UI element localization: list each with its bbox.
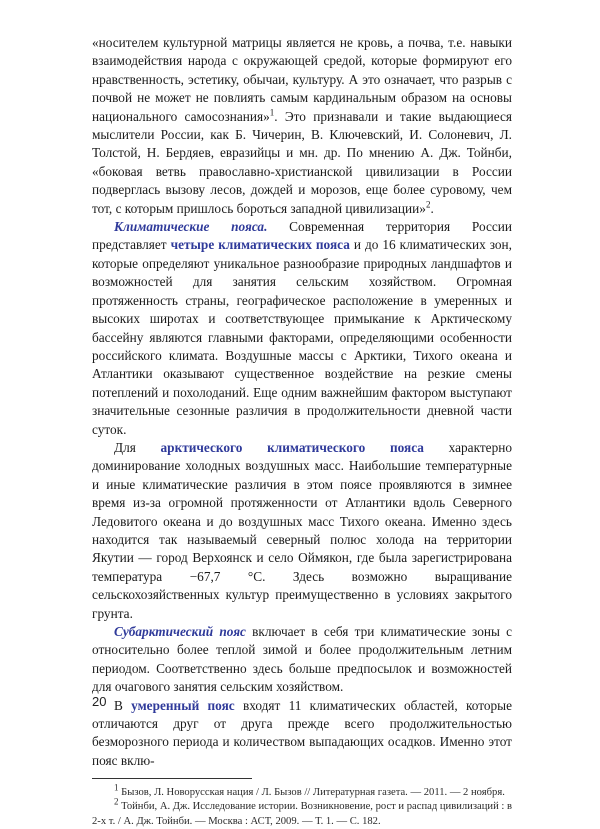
page-body <box>92 34 512 829</box>
section-heading-climate-belts: Климатические пояса. <box>114 219 268 235</box>
footnote-divider <box>92 778 252 779</box>
paragraph-climate-belts: Климатические пояса. Современная территория России представляет четыре климатических пояса и до 16 климатических зон, которые определяют уникальное разнообразие природных ландшафтов и возможностей для занятия сельским хозяйством. Огромная протяженность страны, географическое расположение в умеренных и высоких широтах и соответствующее примыкание к Арктическому бассейну являются главными факторами, определяющими особенности российского климата. Воздушные массы с Арктики, Тихого океана и Атлантики оказывают существенное воздействие на резкие смены потеплений и похолоданий. Еще одним важнейшим фактором выступают значительные сезонные различия в продолжительности дневной части суток. <box>92 219 512 437</box>
paragraph-intro: «носителем культурной матрицы является не кровь, а почва, т.е. навыки взаимодействия народа с окружающей средой, которые формируют его нравственность, эстетику, обычаи, культуру. А это означает, что разрыв с почвой не может не повлиять самым кардинальным образом на основы национального самосознания»$^1$. Это признавали и такие выдающиеся мыслители России, как Б. Чичерин, В. Ключевский, И. Солоневич, Л. Толстой, Н. Бердяев, евразийцы и мн. др. По мнению А. Дж. Тойнби, «боковая ветвь православно-христианской цивилизации в России подверглась вызову лесов, дождей и морозов, еще более суровому, чем тот, с которым пришлось бороться западной цивилизации»$^2$. <box>92 35 512 216</box>
paragraph-subarctic-belt: Субарктический пояс включает в себя три климатические зоны с относительно более теплой зимой и более продолжительным летним периодом. Соответственно здесь больше предпосылок и возможностей для очагового занятия сельским хозяйством. <box>92 624 512 695</box>
paragraph-temperate-belt: В умеренный пояс входят 11 климатических областей, которые отличаются друг от друга прежде всего продолжительностью безморозного периода и количеством выпадающих осадков. Именно этот пояс вклю- <box>92 697 512 768</box>
term-subarctic-belt: Субарктический пояс <box>114 624 246 639</box>
footnote-2: $^2$ Тойнби, А. Дж. Исследование истории. Возникновение, рост и распад цивилизаций : в 2-х т. / А. Дж. Тойнби. — Москва : АСТ, 2009. — Т. 1. — С. 182. <box>92 796 512 827</box>
footnote-ref-1[interactable]: 1 <box>269 107 275 118</box>
term-temperate-belt: умеренный пояс <box>131 697 235 713</box>
page-number: 20 <box>92 694 107 709</box>
footnote-ref-2[interactable]: 2 <box>425 199 431 210</box>
term-arctic-belt: арктического климатического пояса <box>160 439 424 455</box>
paragraph-arctic-belt: Для арктического климатического пояса характерно доминирование холодных воздушных масс. Наибольшие температурные и иные климатические различия в этом поясе проявляются в зимнее время из-за огромной протяженности от Атлантики вдоль Северного Ледовитого океана и до воздушных масс Тихого океана. Именно здесь находится так называемый северный полюс холода на территории Якутии — город Верхоянск и село Оймякон, где была зарегистрирована температура −67,7 °С. Здесь возможно выращивание сельскохозяйственных культур преимущественно в условиях закрытого грунта. <box>92 439 512 621</box>
term-four-belts: четыре климатических пояса <box>170 237 350 253</box>
footnote-1: $^1$ Бызов, Л. Новорусская нация / Л. Бызов // Литературная газета. — 2011. — 2 ноября. <box>114 782 505 799</box>
